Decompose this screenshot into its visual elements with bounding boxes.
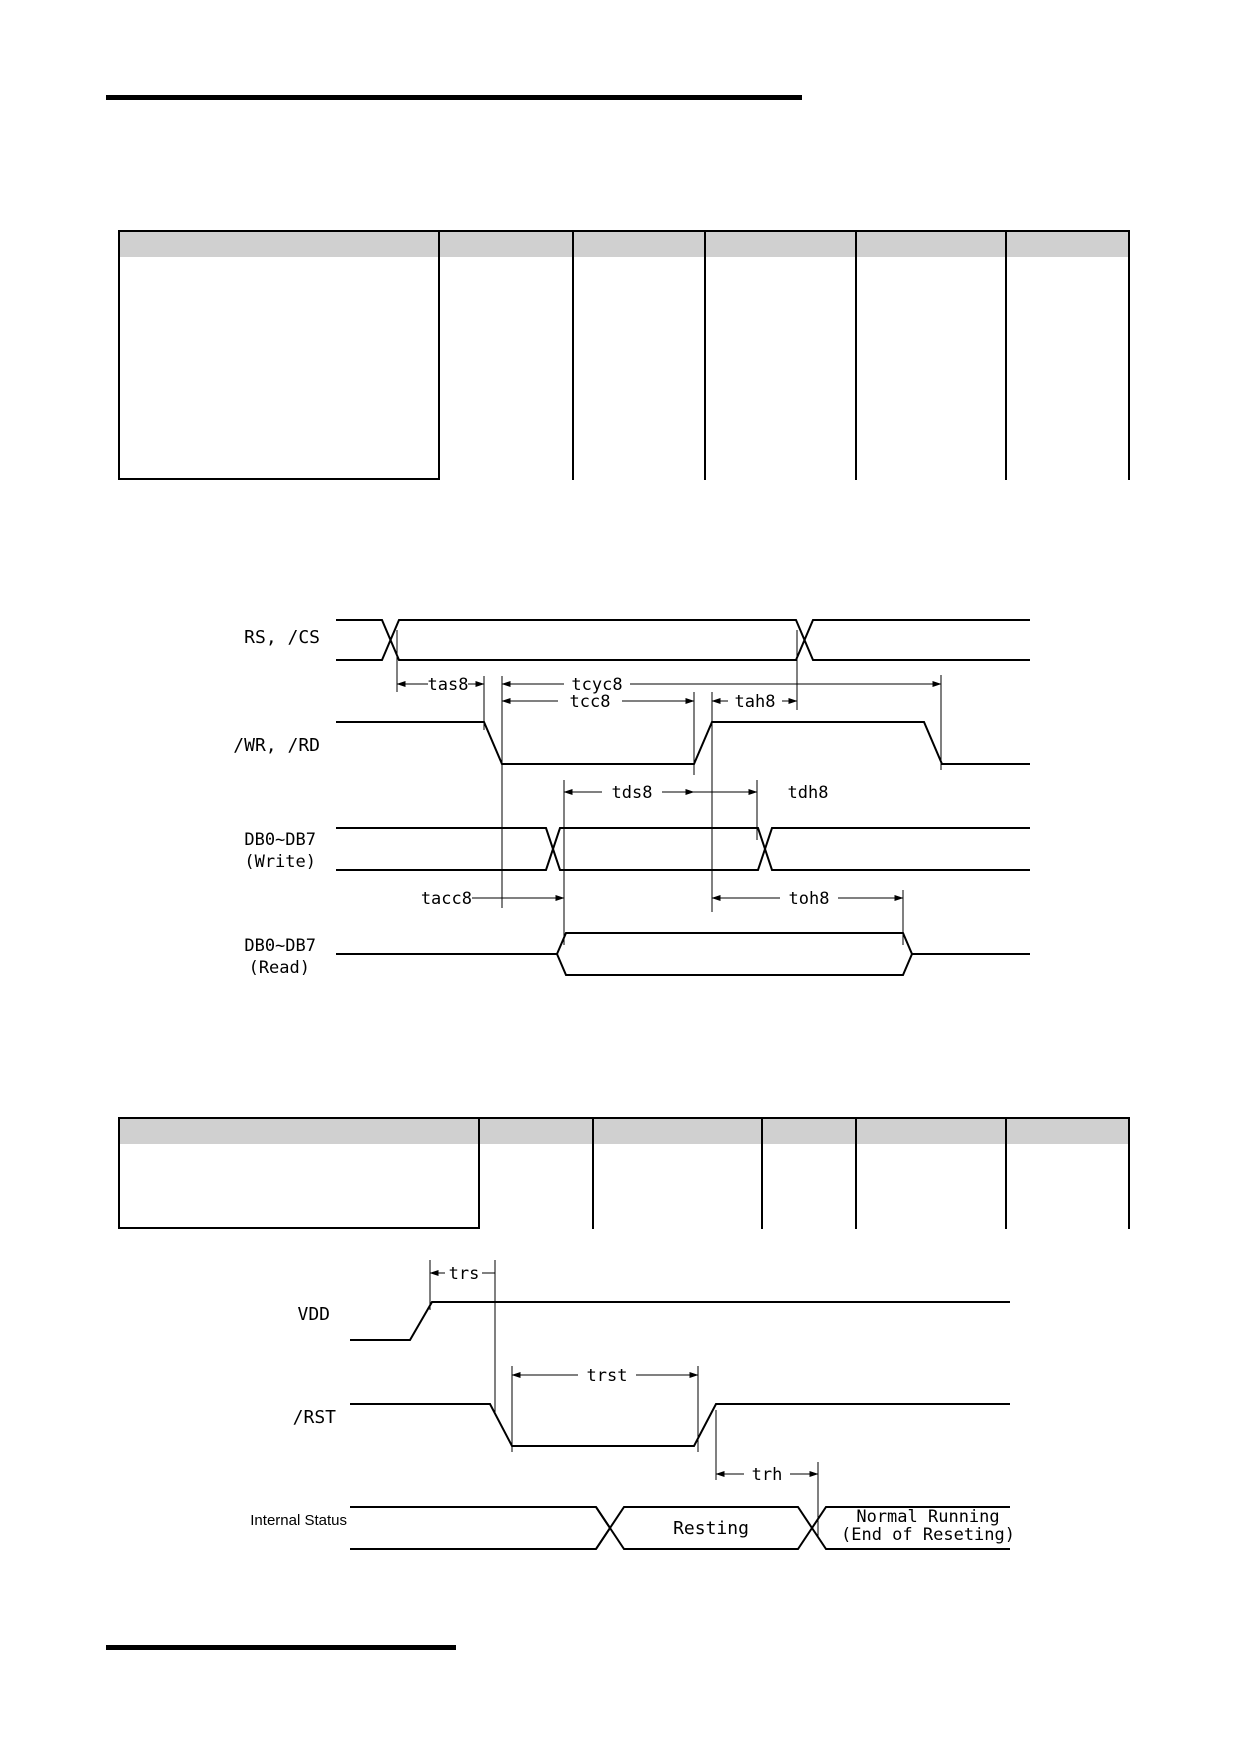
param-tcc8: tcc8 [569, 692, 611, 712]
bus-timing-diagram [233, 620, 1030, 978]
reset-timing-diagram [250, 1260, 1015, 1549]
signal-label-rs-cs: RS, /CS [244, 627, 320, 648]
signal-label-db-read: DB0~DB7 [244, 936, 316, 956]
waveform-wr-rd [336, 722, 1030, 764]
param-tcyc8: tcyc8 [571, 675, 623, 695]
signal-label-internal-status: Internal Status [250, 1512, 347, 1529]
signal-label-wr-rd: /WR, /RD [233, 735, 320, 756]
dimension-arrows [397, 684, 941, 898]
param-tas8: tas8 [427, 675, 469, 695]
param-trst: trst [586, 1366, 628, 1386]
state-resetting: Resting [673, 1518, 749, 1539]
param-tah8: tah8 [734, 692, 776, 712]
param-toh8: toh8 [788, 889, 830, 909]
signal-label-db-write-sub: (Write) [244, 852, 316, 872]
waveform-rst [350, 1404, 1010, 1446]
state-normal-running: Normal Running [856, 1507, 1000, 1527]
waveform-rs-cs [336, 620, 1030, 660]
param-trh: trh [751, 1465, 783, 1485]
param-tds8: tds8 [611, 783, 653, 803]
param-tacc8: tacc8 [420, 889, 472, 909]
waveform-vdd [350, 1302, 1010, 1340]
waveform-db-write [336, 828, 1030, 870]
state-end-of-resetting: (End of Reseting) [841, 1525, 1015, 1545]
signal-label-vdd: VDD [297, 1304, 330, 1325]
signal-label-rst: /RST [292, 1407, 336, 1428]
signal-label-db-write: DB0~DB7 [244, 830, 316, 850]
signal-label-db-read-sub: (Read) [248, 958, 310, 978]
waveform-db-read [336, 933, 1030, 975]
param-tdh8: tdh8 [787, 783, 829, 803]
param-trs: trs [448, 1264, 480, 1284]
